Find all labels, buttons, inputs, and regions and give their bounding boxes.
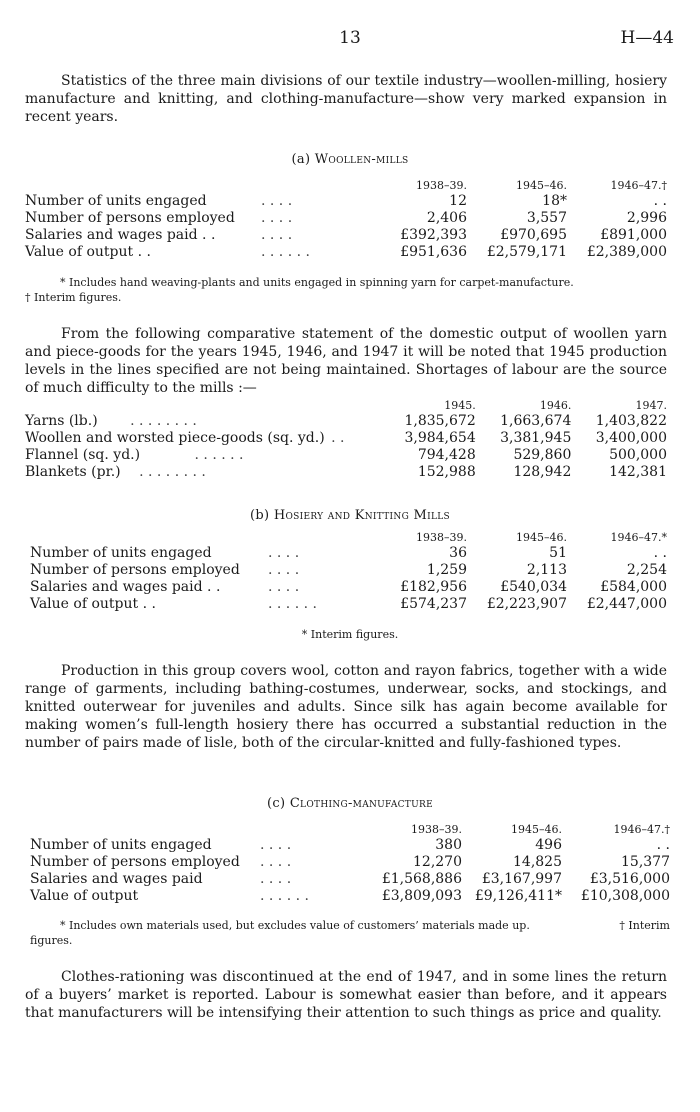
row-label: Salaries and wages paid	[30, 871, 203, 887]
woollen-heading	[0, 152, 700, 167]
table-row	[30, 596, 667, 613]
column-header: 1945–46.	[516, 179, 567, 192]
table-cell: 794,428	[417, 447, 476, 463]
table-cell: 2,254	[626, 562, 667, 578]
page-number: 13	[339, 28, 361, 48]
table-row	[30, 579, 667, 596]
row-label: Value of output	[30, 888, 139, 904]
table-cell: £3,167,997	[481, 871, 562, 887]
table-cell: 3,381,945	[500, 430, 572, 446]
woollen-heading-title: Woollen-mills	[314, 152, 409, 167]
clothing-footnote-cont: figures.	[30, 934, 73, 947]
table-cell: 3,984,654	[404, 430, 476, 446]
table-cell: £970,695	[500, 227, 567, 243]
woollen-footnote: * Includes hand weaving-plants and units engaged in spinning yarn for carpet-manufacture.	[60, 276, 574, 289]
table-cell: 152,988	[417, 464, 476, 480]
table-cell: 529,860	[513, 447, 572, 463]
row-label: Number of units engaged	[30, 837, 212, 853]
output-table	[25, 398, 667, 481]
leader-dots: . . . .	[260, 837, 292, 853]
table-cell: £182,956	[400, 579, 467, 595]
clothing-heading-title: Clothing-manufacture	[289, 796, 433, 811]
column-header: 1946–47.†	[610, 179, 667, 192]
intro-paragraph: Statistics of the three main divisions of our textile industry—woollen-milling, hosiery manufacture and knitting, and clothing-manufacture—show very marked expansion in recent years.	[25, 73, 667, 125]
column-header: 1946–47.*	[610, 531, 667, 544]
column-header: 1945–46.	[511, 823, 562, 836]
row-label: Blankets (pr.) . . . . . . . .	[25, 464, 206, 480]
row-label: Flannel (sq. yd.) . . . . . .	[25, 447, 244, 463]
table-row	[30, 871, 670, 888]
table-header-row	[25, 178, 667, 193]
hosiery-heading-letter: (b)	[250, 508, 270, 523]
clothing-heading-letter: (c)	[267, 796, 286, 811]
column-header: 1938–39.	[411, 823, 462, 836]
table-cell: £891,000	[600, 227, 667, 243]
table-cell: 496	[535, 837, 562, 853]
table-row	[25, 210, 667, 227]
hosiery-footnote: * Interim figures.	[301, 628, 399, 641]
table-row	[25, 447, 667, 464]
table-row	[30, 837, 670, 854]
table-cell: 128,942	[513, 464, 572, 480]
column-header: 1946.	[539, 399, 572, 412]
table-cell: 3,400,000	[595, 430, 667, 446]
leader-dots: . . . .	[268, 579, 300, 595]
table-cell: £2,579,171	[486, 244, 567, 260]
table-cell: 2,406	[426, 210, 467, 226]
table-row	[25, 193, 667, 210]
leader-dots: . . . .	[261, 210, 293, 226]
table-row	[25, 464, 667, 481]
table-row	[25, 413, 667, 430]
clothing-footnote: * Includes own materials used, but excludes value of customers’ materials made up.	[60, 919, 530, 932]
row-label: Number of persons employed	[25, 210, 235, 226]
table-row	[30, 562, 667, 579]
row-label: Number of units engaged	[25, 193, 207, 209]
woollen-footnote-interim: † Interim figures.	[25, 291, 122, 304]
hosiery-heading	[0, 508, 700, 523]
table-cell: . .	[653, 193, 667, 209]
table-cell: 142,381	[609, 464, 667, 480]
clothing-footnote-interim: † Interim	[619, 919, 670, 932]
table-header-row	[25, 398, 667, 413]
column-header: 1945.	[444, 399, 476, 412]
leader-dots: . . . . . .	[260, 888, 309, 904]
table-cell: £574,237	[400, 596, 467, 612]
leader-dots: . . . . . .	[261, 244, 310, 260]
table-cell: £1,568,886	[381, 871, 462, 887]
hosiery-heading-title: Hosiery and Knitting Mills	[273, 508, 450, 523]
row-label: Woollen and worsted piece-goods (sq. yd.) . .	[25, 430, 345, 446]
table-cell: 14,825	[513, 854, 562, 870]
row-label: Number of units engaged	[30, 545, 212, 561]
table-cell: 15,377	[621, 854, 670, 870]
table-cell: . .	[653, 545, 667, 561]
table-cell: 1,403,822	[595, 413, 667, 429]
table-cell: 500,000	[609, 447, 667, 463]
table-cell: 51	[549, 545, 567, 561]
table-cell: £3,809,093	[381, 888, 462, 904]
table-cell: £951,636	[400, 244, 467, 260]
clothing-heading	[0, 796, 700, 811]
table-cell: 12	[449, 193, 467, 209]
woollen-heading-letter: (a)	[291, 152, 311, 167]
column-header: 1945–46.	[516, 531, 567, 544]
table-cell: 1,259	[426, 562, 467, 578]
table-cell: 1,835,672	[404, 413, 476, 429]
row-label: Yarns (lb.) . . . . . . . .	[25, 413, 197, 429]
table-cell: 2,996	[626, 210, 667, 226]
table-cell: £9,126,411*	[474, 888, 562, 904]
row-label: Number of persons employed	[30, 854, 240, 870]
table-cell: 12,270	[413, 854, 462, 870]
table-cell: 36	[449, 545, 467, 561]
table-row	[25, 244, 667, 261]
row-label: Salaries and wages paid . .	[25, 227, 216, 243]
column-header: 1946–47.†	[613, 823, 670, 836]
table-row	[25, 227, 667, 244]
table-cell: . .	[656, 837, 670, 853]
table-cell: £392,393	[400, 227, 467, 243]
output-paragraph: From the following comparative statement of the domestic output of woollen yarn and piece-goods for the years 1945, 1946, and 1947 it will be noted that 1945 production levels in the lines specified are not being maintained. Shortages of labour are the source of much difficulty to the mills :—	[25, 326, 667, 396]
leader-dots: . . . .	[268, 545, 300, 561]
table-cell: £540,034	[500, 579, 567, 595]
clothing-table	[30, 822, 670, 905]
closing-paragraph: Clothes-rationing was discontinued at the end of 1947, and in some lines the return of a buyers’ market is reported. Labour is somewhat easier than before, and it appears that manufacturers will be intensifying their attention to such things as price and quality.	[25, 969, 667, 1021]
column-header: 1938–39.	[416, 179, 467, 192]
table-cell: £2,447,000	[586, 596, 667, 612]
leader-dots: . . . . . .	[268, 596, 317, 612]
table-row	[25, 430, 667, 447]
table-header-row	[30, 822, 670, 837]
table-cell: 3,557	[526, 210, 567, 226]
table-row	[30, 545, 667, 562]
row-label: Number of persons employed	[30, 562, 240, 578]
woollen-table	[25, 178, 667, 261]
document-code: H—44	[620, 28, 674, 48]
table-cell: £2,223,907	[486, 596, 567, 612]
table-cell: 18*	[542, 193, 567, 209]
leader-dots: . . . .	[261, 193, 293, 209]
leader-dots: . . . .	[260, 871, 292, 887]
table-cell: £10,308,000	[580, 888, 670, 904]
leader-dots: . . . .	[268, 562, 300, 578]
table-cell: £584,000	[600, 579, 667, 595]
row-label: Salaries and wages paid . .	[30, 579, 221, 595]
table-cell: £3,516,000	[589, 871, 670, 887]
table-row	[30, 854, 670, 871]
row-label: Value of output . .	[25, 244, 151, 260]
column-header: 1938–39.	[416, 531, 467, 544]
table-cell: £2,389,000	[586, 244, 667, 260]
leader-dots: . . . .	[261, 227, 293, 243]
table-cell: 380	[435, 837, 462, 853]
leader-dots: . . . .	[260, 854, 292, 870]
table-cell: 1,663,674	[500, 413, 572, 429]
hosiery-table	[30, 530, 667, 613]
table-cell: 2,113	[526, 562, 567, 578]
production-paragraph: Production in this group covers wool, cotton and rayon fabrics, together with a wide range of garments, including bathing-costumes, underwear, socks, and stockings, and knitted outerwear for juveniles and adults. Since silk has again become available for making women’s full-length hosiery there has occurred a substantial reduction in the number of pairs made of lisle, both of the circular-knitted and fully-fashioned types.	[25, 663, 667, 751]
table-header-row	[30, 530, 667, 545]
table-row	[30, 888, 670, 905]
column-header: 1947.	[635, 399, 667, 412]
row-label: Value of output . .	[30, 596, 156, 612]
